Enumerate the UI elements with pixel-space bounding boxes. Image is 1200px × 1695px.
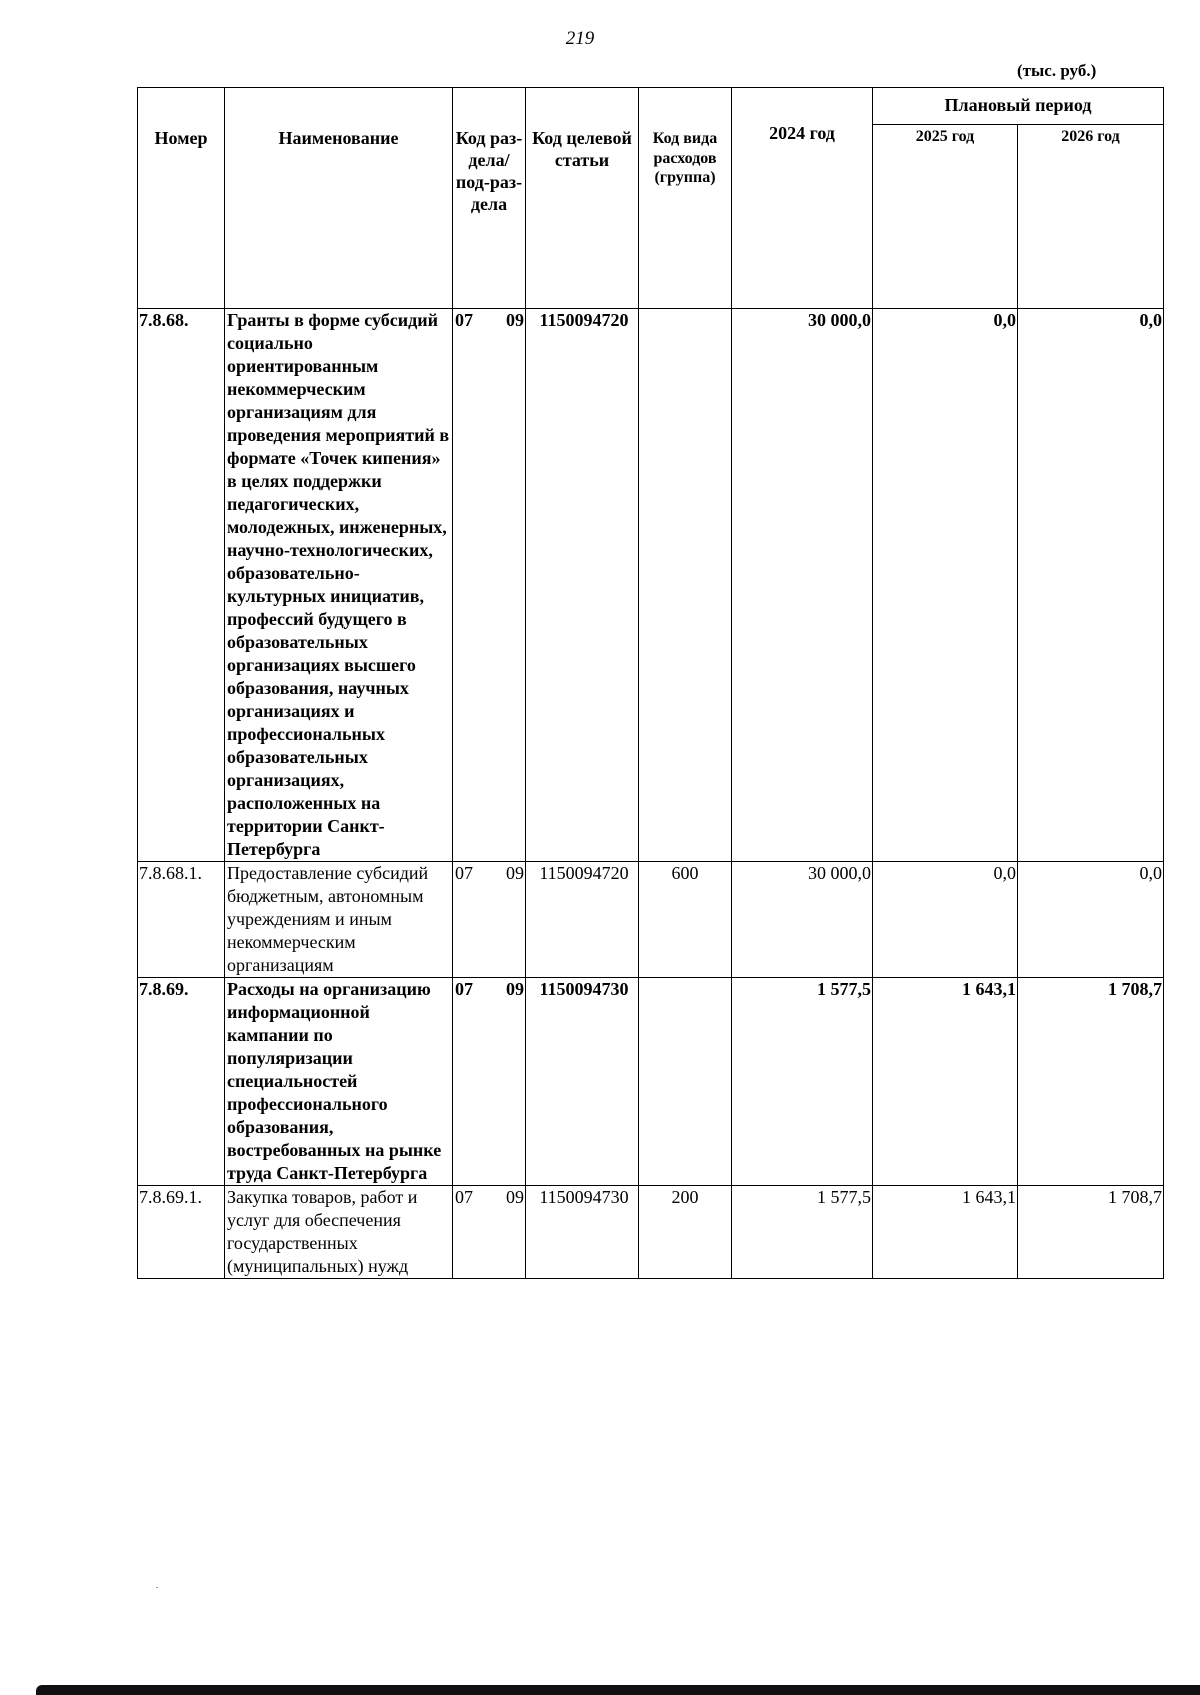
row-2025: 0,0	[873, 309, 1018, 862]
unit-note: (тыс. руб.)	[1017, 61, 1097, 80]
header-expense-type: Код вида расходов (группа)	[639, 88, 732, 309]
row-section: 07	[455, 979, 473, 999]
row-2024: 1 577,5	[732, 978, 873, 1186]
table-header	[138, 88, 1164, 309]
row-2026: 1 708,7	[1018, 1186, 1164, 1279]
row-2024: 1 577,5	[732, 1186, 873, 1279]
row-name: Закупка товаров, работ и услуг для обеспечения государственных (муниципальных) нужд	[225, 1186, 453, 1279]
row-subsection: 09	[506, 979, 524, 999]
section-code-pair	[453, 309, 525, 332]
row-2026: 0,0	[1018, 862, 1164, 978]
row-number: 7.8.69.1.	[138, 1186, 225, 1279]
header-number: Номер	[138, 88, 225, 309]
section-code-pair	[453, 978, 525, 1001]
table-body	[138, 309, 1164, 1279]
row-subsection: 09	[506, 1187, 524, 1207]
row-section-code	[453, 309, 526, 862]
budget-table	[137, 87, 1164, 1279]
row-subsection: 09	[506, 863, 524, 883]
header-2025: 2025 год	[873, 125, 1018, 309]
row-target-code: 1150094730	[526, 1186, 639, 1279]
page-bottom-edge	[36, 1685, 1200, 1695]
row-2025: 1 643,1	[873, 1186, 1018, 1279]
row-expense-type: 600	[639, 862, 732, 978]
table-row	[138, 309, 1164, 862]
header-2024: 2024 год	[732, 88, 873, 309]
row-section-code	[453, 862, 526, 978]
row-number: 7.8.68.	[138, 309, 225, 862]
row-2024: 30 000,0	[732, 862, 873, 978]
row-2026: 1 708,7	[1018, 978, 1164, 1186]
row-section: 07	[455, 310, 473, 330]
header-2026: 2026 год	[1018, 125, 1164, 309]
row-name: Гранты в форме субсидий социально ориентированным некоммерческим организациям для проведения мероприятий в формате «Точек кипения» в целях поддержки педагогических, молодежных, инженерных, научно-технологических, образовательно-культурных инициатив, профессий будущего в образовательных организациях высшего образования, научных организациях и профессиональных образовательных организациях, расположенных на территории Санкт-Петербурга	[225, 309, 453, 862]
table-row	[138, 978, 1164, 1186]
row-expense-type	[639, 309, 732, 862]
page-number: 219	[565, 28, 595, 49]
table-row	[138, 1186, 1164, 1279]
row-2024: 30 000,0	[732, 309, 873, 862]
header-name: Наименование	[225, 88, 453, 309]
table-row	[138, 862, 1164, 978]
row-section-code	[453, 978, 526, 1186]
row-name: Расходы на организацию информационной кампании по популяризации специальностей профессионального образования, востребованных на рынке труда Санкт-Петербурга	[225, 978, 453, 1186]
row-subsection: 09	[506, 310, 524, 330]
row-target-code: 1150094730	[526, 978, 639, 1186]
row-section: 07	[455, 1187, 473, 1207]
row-expense-type	[639, 978, 732, 1186]
section-code-pair	[453, 862, 525, 885]
row-2025: 0,0	[873, 862, 1018, 978]
scan-speck	[156, 1587, 158, 1588]
row-name: Предоставление субсидий бюджетным, автономным учреждениям и иным некоммерческим организациям	[225, 862, 453, 978]
row-section: 07	[455, 863, 473, 883]
row-2026: 0,0	[1018, 309, 1164, 862]
header-planning-period: Плановый период	[873, 88, 1164, 125]
row-number: 7.8.68.1.	[138, 862, 225, 978]
section-code-pair	[453, 1186, 525, 1209]
row-expense-type: 200	[639, 1186, 732, 1279]
header-target-code: Код целевой статьи	[526, 88, 639, 309]
row-target-code: 1150094720	[526, 309, 639, 862]
row-target-code: 1150094720	[526, 862, 639, 978]
row-number: 7.8.69.	[138, 978, 225, 1186]
header-section-code: Код раз-дела/ под-раз-дела	[453, 88, 526, 309]
row-2025: 1 643,1	[873, 978, 1018, 1186]
row-section-code	[453, 1186, 526, 1279]
